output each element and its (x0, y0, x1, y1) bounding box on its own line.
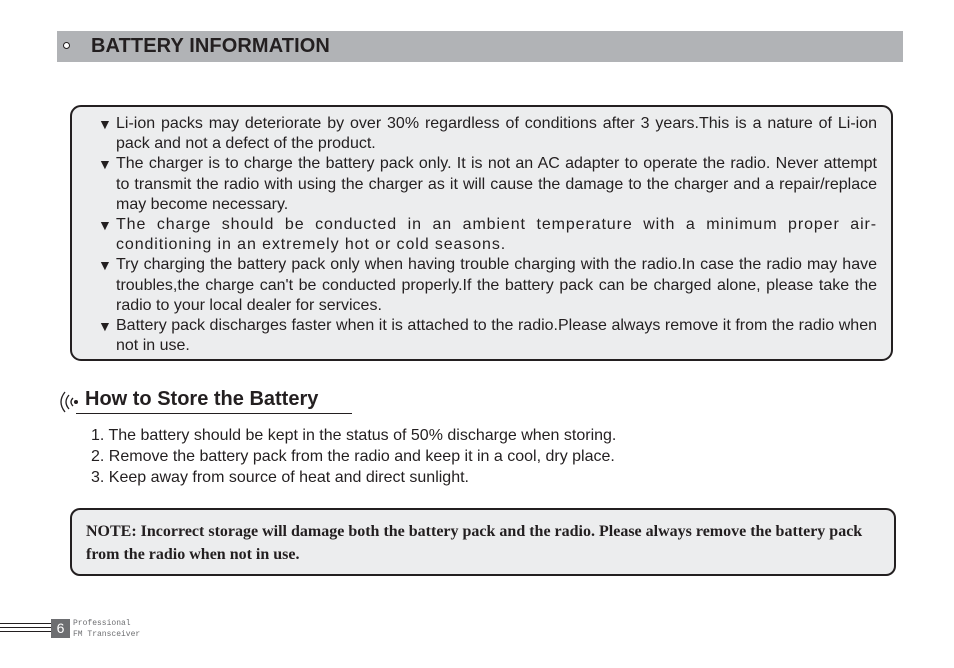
down-triangle-icon: ▼ (98, 257, 112, 274)
battery-info-list (98, 114, 877, 356)
list-item-text: Li-ion packs may deteriorate by over 30% regardless of conditions after 3 years.This is a nature of Li-ion pack and not a defect of the product. (116, 115, 877, 153)
note-box (70, 508, 896, 576)
footer-caption (73, 618, 140, 640)
store-section-heading (56, 386, 356, 418)
section-underline (76, 413, 352, 414)
list-item-text: The charger is to charge the battery pack only. It is not an AC adapter to operate the radio. Never attempt to transmit the radio with using the charger as it will cause the damage to the charger and a repair/replace may become necessary. (116, 155, 877, 213)
list-item-text: Try charging the battery pack only when having trouble charging with the radio.In case the radio may have troubles,the charge can't be conducted properly.If the battery pack can be charged alone, please take the radio to your local dealer for services. (116, 256, 877, 314)
note-text: NOTE: Incorrect storage will damage both the battery pack and the radio. Please always remove the battery pack from the radio when not in use. (86, 523, 863, 563)
down-triangle-icon: ▼ (98, 217, 113, 234)
storage-steps-list (91, 425, 616, 488)
page-title: BATTERY INFORMATION (91, 35, 330, 57)
battery-info-box (70, 105, 893, 361)
footer-rule (0, 627, 52, 628)
page-number: 6 (51, 619, 70, 638)
footer-caption-line: FM Transceiver (73, 630, 141, 639)
list-item (98, 215, 877, 255)
signal-wave-icon (56, 389, 86, 415)
list-item: 2. Remove the battery pack from the radio and keep it in a cool, dry place. (91, 448, 615, 465)
footer-rule (0, 623, 52, 624)
list-item (98, 255, 877, 316)
section-title: How to Store the Battery (85, 388, 319, 410)
down-triangle-icon: ▼ (98, 116, 112, 132)
down-triangle-icon: ▼ (98, 156, 112, 173)
footer-rule (0, 631, 52, 632)
list-item (98, 154, 877, 215)
list-item-text: Battery pack discharges faster when it is attached to the radio.Please always remove it from the radio when not in use. (116, 317, 877, 355)
list-item-text: The charge should be conducted in an ambient temperature with a minimum proper air-conditioning in an extremely hot or cold seasons. (116, 216, 877, 254)
list-item (98, 114, 877, 154)
list-item (98, 316, 877, 356)
down-triangle-icon: ▼ (98, 318, 112, 335)
section-header-bar (57, 31, 903, 62)
list-item: 3. Keep away from source of heat and direct sunlight. (91, 469, 469, 486)
list-item: 1. The battery should be kept in the status of 50% discharge when storing. (91, 427, 617, 444)
small-circle-icon (63, 42, 70, 49)
footer-caption-line: Professional (73, 619, 131, 628)
